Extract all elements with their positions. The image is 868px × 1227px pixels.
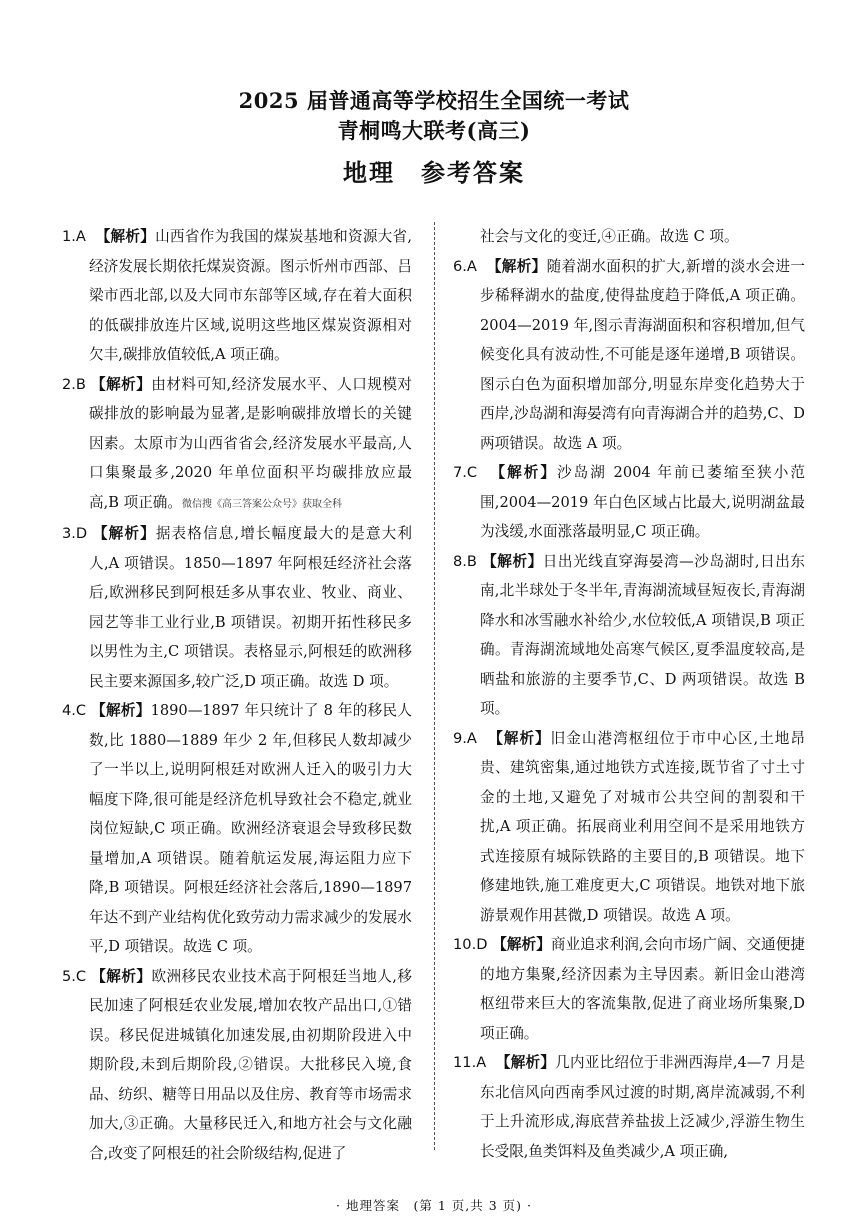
answer-item-6 — [453, 252, 805, 459]
watermark-note: 微信搜《高三答案公众号》获取全科 — [181, 498, 342, 510]
answer-number: 10.D — [453, 936, 488, 953]
answer-item-5 — [62, 962, 412, 1169]
analysis-tag: 【解析】 — [91, 702, 151, 719]
answer-text: 几内亚比绍位于非洲西海岸,4—7 月是东北信风向西南季风过渡的时期,离岸流减弱,不利于上升流形成,海底营养盐拔上泛减少,浮游生物生长受限,鱼类饵料及鱼类减少,A 项正确, — [480, 1054, 805, 1160]
answer-number: 8.B — [453, 552, 477, 570]
analysis-tag: 【解析】 — [482, 552, 543, 570]
analysis-tag: 【解析】 — [92, 525, 156, 542]
answer-text: 1890—1897 年只统计了 8 年的移民人数,比 1880—1889 年少 2 年,但移民人数却减少了一半以上,说明阿根廷对欧洲人迁入的吸引力大幅度下降,很可能是经济危机导致社会不稳定,就业岗位短缺,C 项正确。欧洲经济衰退会导致移民数量增加,A 项错误。随着航运发展,海运阻力应下降,B 项错误。阿根廷经济社会落后,1890—1897 年达不到产业结构优化致劳动力需求减少的发展水平,D 项错误。故选 C 项。 — [89, 702, 413, 955]
answer-number: 2.B — [62, 375, 86, 393]
answer-text: 据表格信息,增长幅度最大的是意大利人,A 项错误。1850—1897 年阿根廷经济社会落后,欧洲移民到阿根廷多从事农业、牧业、商业、园艺等非工业行业,B 项错误。初期开拓性移民多以男性为主,C 项错误。表格显示,阿根廷的欧洲移民主要来源国多,较广泛,D 项正确。故选 D 项。 — [89, 525, 412, 690]
answer-text: 日出光线直穿海晏湾—沙岛湖时,日出东南,北半球处于冬半年,青海湖流域昼短夜长,青海湖降水和冰雪融水补给少,水位较低,A 项错误,B 项正确。青海湖流域地处高寒气候区,夏季温度较高,是晒盐和旅游的主要季节,C、D 两项错误。故选 B 项。 — [480, 552, 806, 717]
answer-continuation: 社会与文化的变迁,④正确。故选 C 项。 — [480, 228, 739, 245]
answer-text: 山西省作为我国的煤炭基地和资源大省,经济发展长期依托煤炭资源。图示忻州市西部、吕梁市西北部,以及大同市东部等区域,存在着大面积的低碳排放连片区域,说明这些地区煤炭资源相对欠丰,碳排放值较低,A 项正确。 — [89, 228, 413, 363]
answer-text: 由材料可知,经济发展水平、人口规模对碳排放的影响最为显著,是影响碳排放增长的关键因素。太原市为山西省省会,经济发展水平最高,人口集聚最多,2020 年单位面积平均碳排放应最高,B 项正确。 — [89, 375, 412, 511]
analysis-tag: 【解析】 — [488, 729, 551, 747]
exam-title: 2025 届普通高等学校招生全国统一考试 — [238, 88, 630, 113]
answer-item-4 — [62, 696, 412, 962]
page-header — [0, 86, 868, 190]
answer-number: 3.D — [62, 525, 88, 542]
exam-subtitle: 青桐鸣大联考(高三) — [337, 118, 531, 143]
answer-item-9 — [453, 724, 805, 931]
analysis-tag: 【解析】 — [492, 936, 551, 953]
analysis-tag: 【解析】 — [91, 967, 152, 985]
column-divider — [434, 222, 435, 1150]
analysis-tag: 【解析】 — [486, 257, 547, 275]
answer-item-2 — [62, 370, 412, 520]
answer-number: 5.C — [62, 967, 87, 985]
answer-item-3 — [62, 519, 412, 696]
analysis-tag: 【解析】 — [91, 375, 152, 393]
answer-item-8 — [453, 547, 805, 724]
answer-number: 6.A — [453, 257, 477, 275]
answer-number: 4.C — [62, 702, 87, 719]
answer-number: 11.A — [453, 1054, 487, 1071]
answer-item-1 — [62, 222, 412, 370]
answer-number: 1.A — [62, 228, 86, 245]
answer-number: 9.A — [453, 729, 477, 747]
answer-item-10 — [453, 930, 805, 1048]
answer-text: 沙岛湖 2004 年前已萎缩至狭小范围,2004—2019 年白色区域占比最大,说明湖盆最为浅缓,水面涨落最明显,C 项正确。 — [480, 464, 805, 540]
answer-text: 随着湖水面积的扩大,新增的淡水会进一步稀释湖水的盐度,使得盐度趋于降低,A 项正确。2004—2019 年,图示青海湖面积和容积增加,但气候变化具有波动性,不可能是逐年递增,B 项错误。图示白色为面积增加部分,明显东岸变化趋势大于西岸,沙岛湖和海晏湾有向青海湖合并的趋势,C、D 两项错误。故选 A 项。 — [480, 257, 805, 452]
analysis-tag: 【解析】 — [495, 1054, 556, 1071]
right-column — [453, 222, 805, 1166]
answer-text: 商业追求利润,会向市场广阔、交通便捷的地方集聚,经济因素为主导因素。新旧金山港湾枢纽带来巨大的客流集散,促进了商业场所集聚,D 项正确。 — [480, 936, 806, 1042]
answer-item-7 — [453, 458, 805, 547]
answer-number: 7.C — [453, 464, 478, 481]
answer-title: 地理 参考答案 — [343, 159, 525, 187]
answer-item-11 — [453, 1048, 805, 1166]
answer-text: 欧洲移民农业技术高于阿根廷当地人,移民加速了阿根廷农业发展,增加农牧产品出口,①错误。移民促进城镇化加速发展,由初期阶段进入中期阶段,未到后期阶段,②错误。大批移民入境,食品、纺织、糖等日用品以及住房、教育等市场需求加大,③正确。大量移民迁入,和地方社会与文化融合,改变了阿根廷的社会阶级结构,促进了 — [89, 967, 412, 1162]
left-column — [62, 222, 412, 1168]
analysis-tag: 【解析】 — [490, 464, 557, 481]
page-footer: · 地理答案 (第 1 页,共 3 页) · — [336, 1198, 532, 1213]
analysis-tag: 【解析】 — [95, 228, 156, 245]
answer-text: 旧金山港湾枢纽位于市中心区,土地昂贵、建筑密集,通过地铁方式连接,既节省了寸土寸金的土地,又避免了对城市公共空间的割裂和干扰,A 项正确。拓展商业利用空间不是采用地铁方式连接原有城际铁路的主要目的,B 项错误。地下修建地铁,施工难度更大,C 项错误。地铁对地下旅游景观作用甚微,D 项错误。故选 A 项。 — [480, 729, 806, 924]
